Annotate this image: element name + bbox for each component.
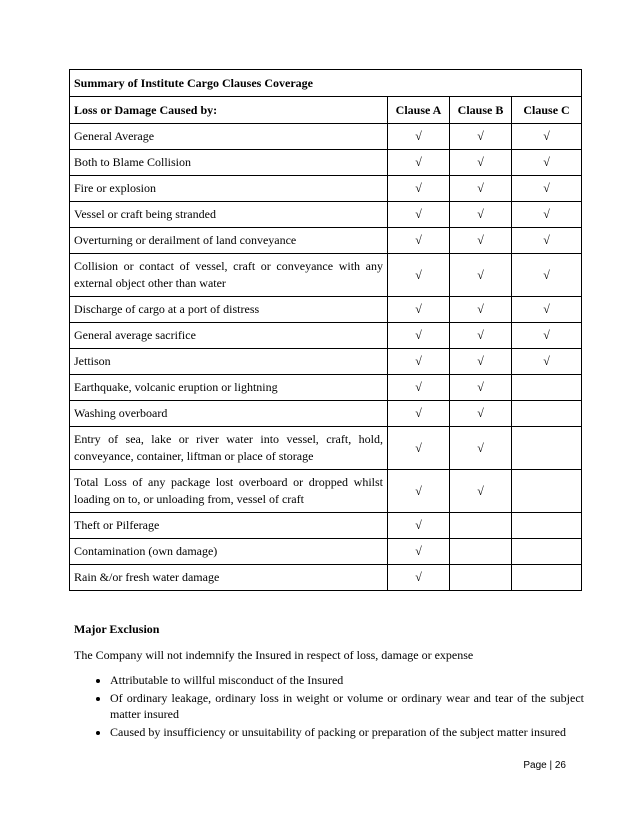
table-row <box>70 124 582 150</box>
table-row <box>70 470 582 513</box>
page-number: Page | 26 <box>523 760 566 771</box>
clause-c-mark: √ <box>512 228 582 254</box>
clause-a-mark: √ <box>388 375 450 401</box>
clause-c-mark <box>512 565 582 591</box>
table-row <box>70 323 582 349</box>
clause-b-mark: √ <box>450 202 512 228</box>
clause-c-mark: √ <box>512 176 582 202</box>
clause-c-mark <box>512 375 582 401</box>
exclusion-list <box>90 672 584 742</box>
table-row <box>70 202 582 228</box>
row-label: Jettison <box>70 349 388 375</box>
clause-a-mark: √ <box>388 539 450 565</box>
row-label: Total Loss of any package lost overboard or dropped whilst loading on to, or unloading from, vessel of craft <box>70 470 388 513</box>
table-title-row <box>70 70 582 97</box>
clause-b-mark: √ <box>450 427 512 470</box>
clause-b-mark: √ <box>450 228 512 254</box>
clause-b-mark <box>450 539 512 565</box>
clause-b-mark: √ <box>450 176 512 202</box>
clause-a-mark: √ <box>388 202 450 228</box>
clause-c-mark <box>512 470 582 513</box>
clause-a-mark: √ <box>388 470 450 513</box>
row-label: Earthquake, volcanic eruption or lightning <box>70 375 388 401</box>
table-header-row <box>70 97 582 124</box>
clause-a-mark: √ <box>388 176 450 202</box>
table-row <box>70 176 582 202</box>
row-label: Rain &/or fresh water damage <box>70 565 388 591</box>
clause-b-mark: √ <box>450 470 512 513</box>
clause-b-mark: √ <box>450 124 512 150</box>
row-label: Theft or Pilferage <box>70 513 388 539</box>
clause-a-mark: √ <box>388 124 450 150</box>
clause-a-mark: √ <box>388 427 450 470</box>
clause-b-mark: √ <box>450 375 512 401</box>
clause-c-mark: √ <box>512 254 582 297</box>
clause-a-mark: √ <box>388 228 450 254</box>
clause-c-mark: √ <box>512 150 582 176</box>
clause-b-mark <box>450 513 512 539</box>
clause-b-mark: √ <box>450 150 512 176</box>
clause-c-mark <box>512 539 582 565</box>
clause-a-mark: √ <box>388 297 450 323</box>
table-row <box>70 513 582 539</box>
clause-c-mark <box>512 401 582 427</box>
clause-b-mark: √ <box>450 254 512 297</box>
coverage-table <box>69 69 582 591</box>
table-row <box>70 254 582 297</box>
table-row <box>70 539 582 565</box>
exclusion-item: • Of ordinary leakage, ordinary loss in weight or volume or ordinary wear and tear of the subject matter insured <box>110 690 584 722</box>
clause-a-mark: √ <box>388 565 450 591</box>
clause-c-mark: √ <box>512 349 582 375</box>
section-heading: Major Exclusion <box>74 622 160 636</box>
table-row <box>70 150 582 176</box>
clause-c-mark <box>512 513 582 539</box>
table-title: Summary of Institute Cargo Clauses Coverage <box>70 70 582 97</box>
clause-c-mark <box>512 427 582 470</box>
row-label: General Average <box>70 124 388 150</box>
row-label: Entry of sea, lake or river water into vessel, craft, hold, conveyance, container, liftman or place of storage <box>70 427 388 470</box>
clause-b-mark <box>450 565 512 591</box>
clause-c-mark: √ <box>512 202 582 228</box>
clause-b-mark: √ <box>450 297 512 323</box>
row-label: Fire or explosion <box>70 176 388 202</box>
header-clause-c: Clause C <box>512 97 582 124</box>
clause-b-mark: √ <box>450 323 512 349</box>
clause-c-mark: √ <box>512 124 582 150</box>
table-row <box>70 401 582 427</box>
clause-b-mark: √ <box>450 401 512 427</box>
exclusion-item: • Attributable to willful misconduct of the Insured <box>110 672 584 688</box>
clause-a-mark: √ <box>388 323 450 349</box>
clause-a-mark: √ <box>388 401 450 427</box>
table-row <box>70 349 582 375</box>
table-row <box>70 427 582 470</box>
clause-c-mark: √ <box>512 323 582 349</box>
table-row <box>70 297 582 323</box>
section-intro: The Company will not indemnify the Insured in respect of loss, damage or expense <box>74 648 474 662</box>
row-label: Vessel or craft being stranded <box>70 202 388 228</box>
row-label: Discharge of cargo at a port of distress <box>70 297 388 323</box>
header-clause-a: Clause A <box>388 97 450 124</box>
clause-c-mark: √ <box>512 297 582 323</box>
table-row <box>70 375 582 401</box>
clause-a-mark: √ <box>388 150 450 176</box>
row-label: Collision or contact of vessel, craft or conveyance with any external object other than water <box>70 254 388 297</box>
row-label: Overturning or derailment of land conveyance <box>70 228 388 254</box>
clause-a-mark: √ <box>388 349 450 375</box>
header-loss-cause: Loss or Damage Caused by: <box>70 97 388 124</box>
header-clause-b: Clause B <box>450 97 512 124</box>
clause-b-mark: √ <box>450 349 512 375</box>
row-label: General average sacrifice <box>70 323 388 349</box>
table-row <box>70 228 582 254</box>
row-label: Both to Blame Collision <box>70 150 388 176</box>
row-label: Contamination (own damage) <box>70 539 388 565</box>
clause-a-mark: √ <box>388 254 450 297</box>
coverage-table-body <box>70 70 582 591</box>
exclusion-item: • Caused by insufficiency or unsuitability of packing or preparation of the subject matter insured <box>110 724 584 740</box>
clause-a-mark: √ <box>388 513 450 539</box>
table-row <box>70 565 582 591</box>
row-label: Washing overboard <box>70 401 388 427</box>
